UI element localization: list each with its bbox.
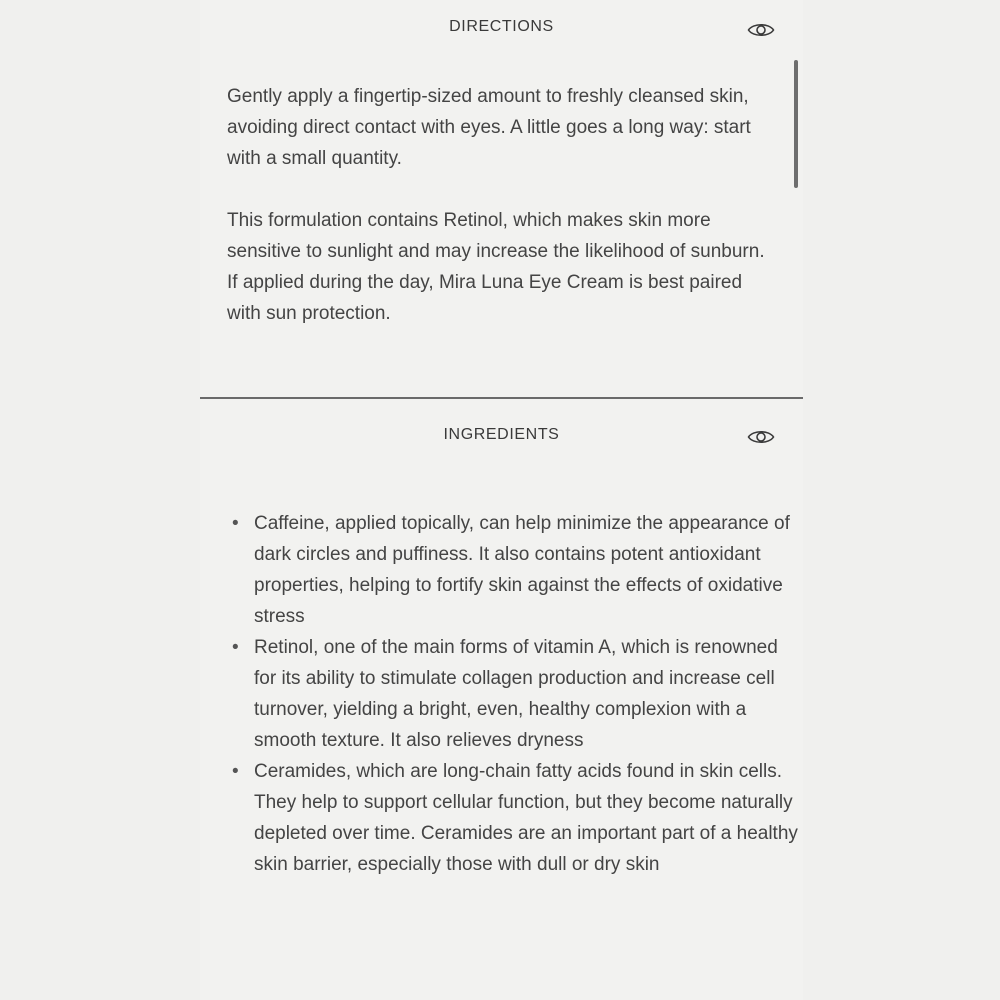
ingredients-list (232, 508, 799, 880)
product-details-panel (200, 0, 803, 1000)
directions-header[interactable] (200, 0, 803, 56)
eye-icon[interactable] (747, 428, 775, 446)
directions-scrollbar[interactable] (794, 60, 798, 188)
directions-paragraph-1: Gently apply a fingertip-sized amount to freshly cleansed skin, avoiding direct contact with eyes. A little goes a long way: start with a small quantity. (227, 86, 751, 169)
list-item: • Retinol, one of the main forms of vitamin A, which is renowned for its ability to stimulate collagen production and increase cell turnover, yielding a bright, even, healthy complexion with a smooth texture. It also relieves dryness (254, 632, 799, 756)
list-item: • Ceramides, which are long-chain fatty acids found in skin cells. They help to support cellular function, but they become naturally depleted over time. Ceramides are an important part of a healthy skin barrier, especially those with dull or dry skin (254, 756, 799, 880)
list-item: • Caffeine, applied topically, can help minimize the appearance of dark circles and puffiness. It also contains potent antioxidant properties, helping to fortify skin against the effects of oxidative stress (254, 508, 799, 632)
directions-title: DIRECTIONS (449, 18, 554, 35)
ingredients-title: INGREDIENTS (443, 426, 560, 443)
ingredients-header[interactable] (200, 398, 803, 458)
eye-icon[interactable] (747, 21, 775, 39)
directions-content (227, 81, 767, 360)
directions-paragraph-2: This formulation contains Retinol, which makes skin more sensitive to sunlight and may increase the likelihood of sunburn. If applied during the day, Mira Luna Eye Cream is best paired with sun protection. (227, 210, 765, 324)
